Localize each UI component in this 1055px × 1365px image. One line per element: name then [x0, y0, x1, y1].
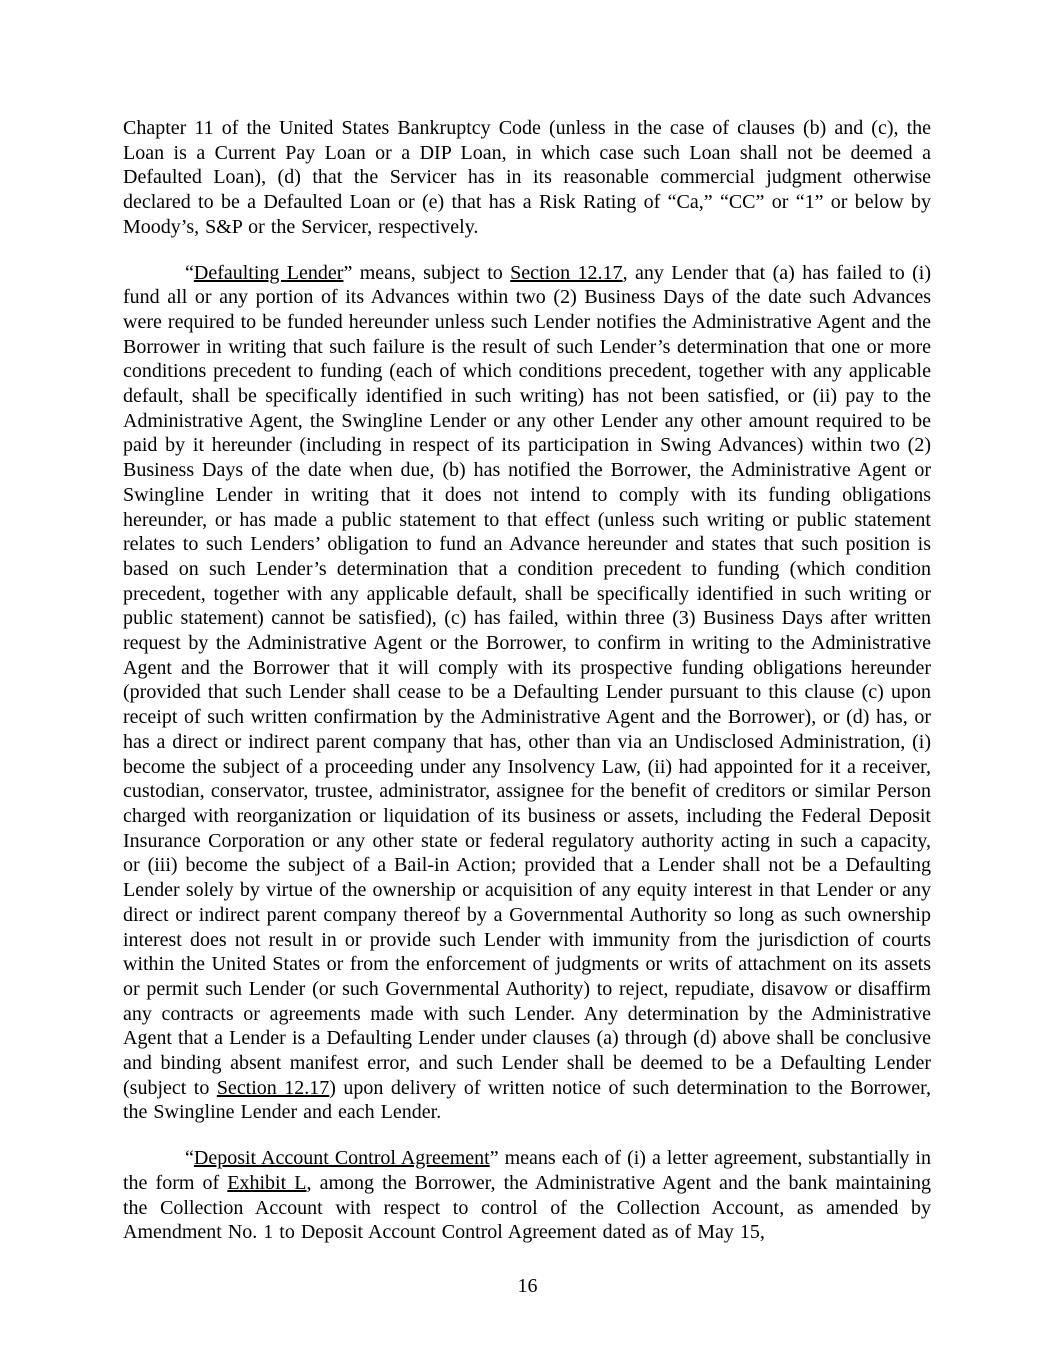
text-run: ” means each of (i) a letter agreement, substantially in the form of — [123, 1147, 931, 1194]
document-body — [123, 116, 931, 1266]
text-run: Chapter 11 of the United States Bankruptcy Code (unless in the case of clauses (b) and (c), the Loan is a Current Pay Loan or a DIP Loan, in which case such Loan shall not be deemed a Defaulted Loan), (d) that the Servicer has in its reasonable commercial judgment otherwise declared to be a Defaulted Loan or (e) that has a Risk Rating of “Ca,” “CC” or “1” or below by Moody’s, S&P or the Servicer, respectively. — [123, 117, 931, 238]
text-run: “ — [185, 261, 194, 284]
underlined-text: Defaulting Lender — [193, 261, 344, 284]
paragraph — [123, 261, 931, 1126]
underlined-text: Deposit Account Control Agreement — [193, 1147, 490, 1170]
underlined-text: Section 12.17 — [510, 261, 623, 284]
underlined-text: Exhibit L — [227, 1171, 307, 1194]
page-footer — [0, 1274, 1055, 1299]
text-run: , among the Borrower, the Administrative Agent and the bank maintaining the Collection Account with respect to control of the Collection Account, as amended by Amendment No. 1 to Deposit Account Control Agreement dated as of May 15, — [123, 1171, 931, 1244]
page-number: 16 — [517, 1275, 538, 1297]
paragraph — [123, 1146, 931, 1245]
text-run: “ — [185, 1147, 194, 1170]
text-run: ” means, subject to — [343, 261, 511, 284]
underlined-text: Section 12.17 — [216, 1076, 330, 1099]
paragraph — [123, 116, 931, 240]
text-run: , any Lender that (a) has failed to (i) fund all or any portion of its Advances within two (2) Business Days of the date such Advances were required to be funded hereunder unless such Lender notifies the Administrative Agent and the Borrower in writing that such failure is the result of such Lender’s determination that one or more conditions precedent to funding (each of which conditions precedent, together with any applicable default, shall be specifically identified in such writing) has not been satisfied, or (ii) pay to the Administrative Agent, the Swingline Lender or any other Lender any other amount required to be paid by it hereunder (including in respect of its participation in Swing Advances) within two (2) Business Days of the date when due, (b) has notified the Borrower, the Administrative Agent or Swingline Lender in writing that it does not intend to comply with its funding obligations hereunder, or has made a public statement to that effect (unless such writing or public statement relates to such Lenders’ obligation to fund an Advance hereunder and states that such position is based on such Lender’s determination that a condition precedent to funding (which condition precedent, together with any applicable default, shall be specifically identified in such writing or public statement) cannot be satisfied), (c) has failed, within three (3) Business Days after written request by the Administrative Agent or the Borrower, to confirm in writing to the Administrative Agent and the Borrower that it will comply with its prospective funding obligations hereunder (provided that such Lender shall cease to be a Defaulting Lender pursuant to this clause (c) upon receipt of such written confirmation by the Administrative Agent and the Borrower), or (d) has, or has a direct or indirect parent company that has, other than via an Undisclosed Administration, (i) become the subject of a proceeding under any Insolvency Law, (ii) had appointed for it a receiver, custodian, conservator, trustee, administrator, assignee for the benefit of creditors or similar Person charged with reorganization or liquidation of its business or assets, including the Federal Deposit Insurance Corporation or any other state or federal regulatory authority acting in such a capacity, or (iii) become the subject of a Bail-in Action; provided that a Lender shall not be a Defaulting Lender solely by virtue of the ownership or acquisition of any equity interest in that Lender or any direct or indirect parent company thereof by a Governmental Authority so long as such ownership interest does not result in or provide such Lender with immunity from the jurisdiction of courts within the United States or from the enforcement of judgments or writs of attachment on its assets or permit such Lender (or such Governmental Authority) to reject, repudiate, disavow or disaffirm any contracts or agreements made with such Lender. Any determination by the Administrative Agent that a Lender is a Defaulting Lender under clauses (a) through (d) above shall be conclusive and binding absent manifest error, and such Lender shall be deemed to be a Defaulting Lender (subject to — [123, 261, 931, 1099]
text-run: ) upon delivery of written notice of such determination to the Borrower, the Swingline Lender and each Lender. — [123, 1076, 932, 1124]
